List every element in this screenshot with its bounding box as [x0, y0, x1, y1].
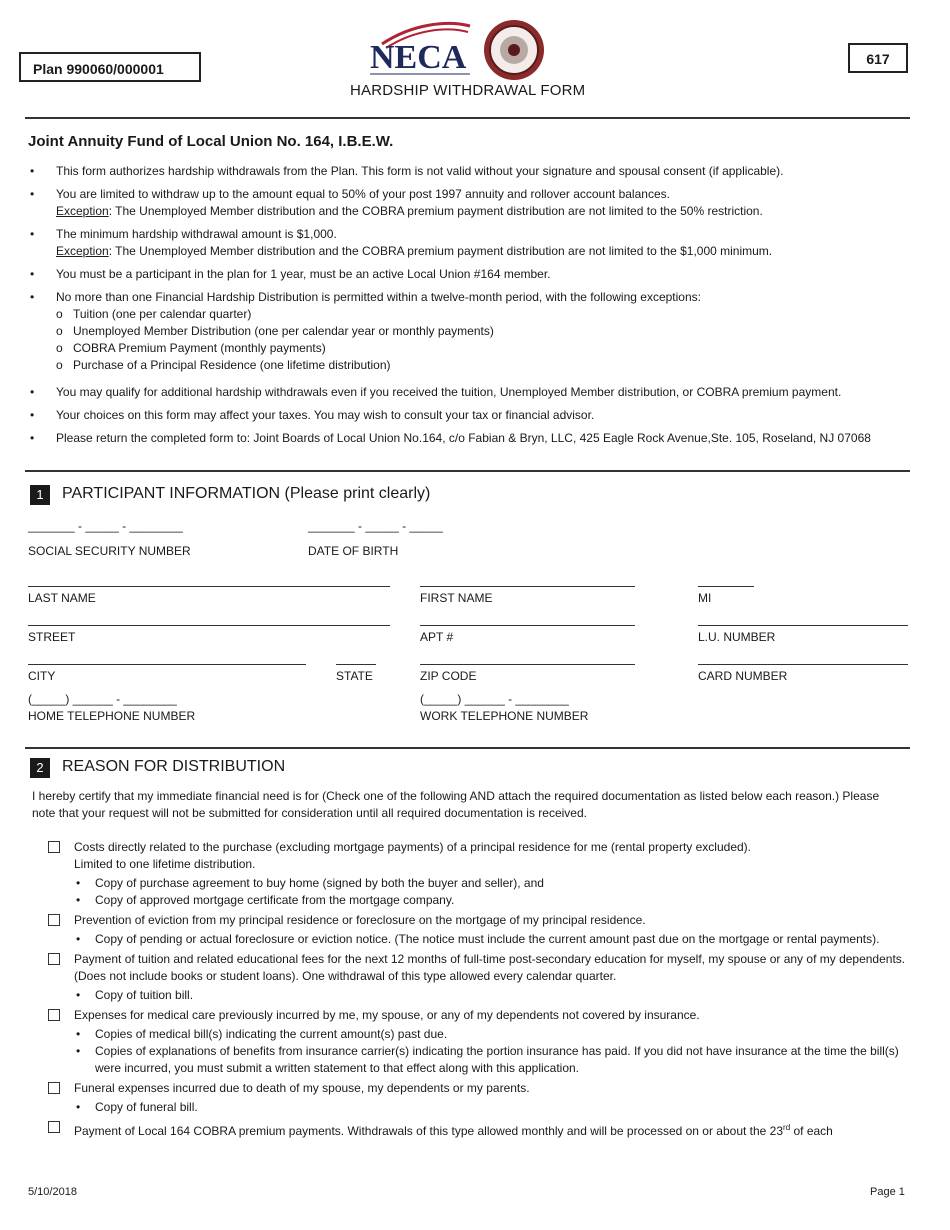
city-field[interactable] [28, 664, 306, 665]
required-document: • Copies of explanations of benefits from insurance carrier(s) indicating the portion insurance has paid. If you did not have insurance at the time the bill(s) were incurred, you must submit a written statement to that effect along with this application. [74, 1043, 920, 1077]
ssn-input[interactable]: _______ - _____ - ________ [28, 519, 183, 533]
form-title: HARDSHIP WITHDRAWAL FORM [350, 82, 586, 99]
logo-graphic [362, 16, 552, 82]
state-field[interactable] [336, 664, 376, 665]
reason-residence-checkbox[interactable] [48, 841, 60, 853]
reason-medical: Expenses for medical care previously incurred by me, my spouse, or any of my dependents not covered by insurance. • Copies of medical bill(s) indicating the current amount(s) past due. • Copies of explanations of benefits from insurance carrier(s) indicating the portion insurance has paid. If you did not have insurance at the time the bill(s) were incurred, you must submit a written statement to that effect along with this application. [48, 1007, 920, 1077]
card-number-field[interactable] [698, 664, 908, 665]
exception-label: Exception [56, 204, 109, 218]
reason-funeral: Funeral expenses incurred due to death of my spouse, my dependents or my parents. • Copy of funeral bill. [48, 1080, 920, 1116]
reason-eviction: Prevention of eviction from my principal residence or foreclosure on the mortgage of my principal residence. • Copy of pending or actual foreclosure or eviction notice. (The notice must include the current amount past due on the mortgage or rental payments). [48, 912, 920, 948]
mi-label: MI [698, 591, 712, 605]
reason-cobra-checkbox[interactable] [48, 1121, 60, 1133]
reason-tuition: Payment of tuition and related educational fees for the next 12 months of full-time post-secondary education for myself, my spouse or any of my dependents. (Does not include books or student loans). One withdrawal of this type allowed every calendar quarter. • Copy of tuition bill. [48, 951, 920, 1004]
reason-medical-checkbox[interactable] [48, 1009, 60, 1021]
last-name-label: LAST NAME [28, 591, 96, 605]
state-label: STATE [336, 669, 373, 683]
home-phone-input[interactable]: (_____) ______ - ________ [28, 692, 177, 706]
instruction-item: • Please return the completed form to: Joint Boards of Local Union No.164, c/o Fabian & Bryn, LLC, 425 Eagle Rock Avenue,Ste. 105, Roseland, NJ 07068 [28, 430, 928, 447]
section1-divider [25, 470, 910, 472]
section2-number: 2 [30, 758, 50, 778]
reason-eviction-checkbox[interactable] [48, 914, 60, 926]
reason-list [48, 839, 920, 1140]
section2-divider [25, 747, 910, 749]
first-name-label: FIRST NAME [420, 591, 493, 605]
instructions [28, 163, 928, 453]
last-name-field[interactable] [28, 586, 390, 587]
section2-title: REASON FOR DISTRIBUTION [62, 758, 286, 775]
reason-residence: Costs directly related to the purchase (excluding mortgage payments) of a principal residence for me (rental property excluded). Limited to one lifetime distribution. • Copy of purchase agreement to buy home (signed by both the buyer and seller), and • Copy of approved mortgage certificate from the mortgage company. [48, 839, 920, 909]
card-number-label: CARD NUMBER [698, 669, 788, 683]
instruction-item: • The minimum hardship withdrawal amount is $1,000. Exception: The Unemployed Member distribution and the COBRA premium payment distribution are not limited to the $1,000 minimum. [28, 226, 928, 260]
reason-intro: I hereby certify that my immediate financial need is for (Check one of the following AND attach the required documentation as listed below each reason.) Please note that your request will not be submitted for consideration until all required documentation is received. [32, 789, 880, 820]
apt-label: APT # [420, 630, 454, 644]
form-number-box [848, 43, 908, 73]
instruction-item: • Your choices on this form may affect your taxes. You may wish to consult your tax or financial advisor. [28, 407, 928, 424]
required-document: • Copy of purchase agreement to buy home (signed by both the buyer and seller), and [74, 875, 920, 892]
page-number: Page 1 [870, 1186, 905, 1198]
logo-wordmark: NECA [370, 39, 467, 76]
reason-note: Limited to one lifetime distribution. [74, 857, 256, 871]
reason-tuition-checkbox[interactable] [48, 953, 60, 965]
instruction-item: • No more than one Financial Hardship Distribution is permitted within a twelve-month period, with the following exceptions: o Tuition (one per calendar quarter) o Unemployed Member Distribution (one per calendar year or monthly payments) o COBRA Premium Payment (monthly payments) o Purchase of a Principal Residence (one lifetime distribution) [28, 289, 928, 374]
exception-item: o Tuition (one per calendar quarter) [56, 306, 928, 323]
section1-number: 1 [30, 485, 50, 505]
required-document: • Copy of tuition bill. [74, 987, 920, 1004]
ssn-label: SOCIAL SECURITY NUMBER [28, 544, 191, 558]
plan-number-box [19, 52, 201, 82]
form-number: 617 [866, 51, 890, 67]
plan-number: Plan 990060/000001 [33, 61, 164, 77]
instruction-item: • You must be a participant in the plan for 1 year, must be an active Local Union #164 member. [28, 266, 928, 283]
first-name-field[interactable] [420, 586, 635, 587]
exception-item: o Unemployed Member Distribution (one per calendar year or monthly payments) [56, 323, 928, 340]
dob-label: DATE OF BIRTH [308, 544, 399, 558]
instruction-item: • You are limited to withdraw up to the amount equal to 50% of your post 1997 annuity and rollover account balances. Exception: The Unemployed Member distribution and the COBRA premium payment distribution are not limited to the 50% restriction. [28, 186, 928, 220]
exception-item: o Purchase of a Principal Residence (one lifetime distribution) [56, 357, 928, 374]
zip-field[interactable] [420, 664, 635, 665]
instruction-item: • You may qualify for additional hardship withdrawals even if you received the tuition, Unemployed Member distribution, or COBRA premium payment. [28, 384, 928, 401]
street-field[interactable] [28, 625, 390, 626]
instruction-item: • This form authorizes hardship withdrawals from the Plan. This form is not valid without your signature and spousal consent (if applicable). [28, 163, 928, 180]
fund-title: Joint Annuity Fund of Local Union No. 164, I.B.E.W. [28, 133, 394, 150]
zip-label: ZIP CODE [420, 669, 477, 683]
neca-logo [362, 16, 552, 82]
required-document: • Copy of funeral bill. [74, 1099, 920, 1116]
revision-date: 5/10/2018 [28, 1186, 77, 1198]
mi-field[interactable] [698, 586, 754, 587]
city-label: CITY [28, 669, 56, 683]
section1-title: PARTICIPANT INFORMATION (Please print clearly) [62, 485, 431, 502]
header-divider [25, 117, 910, 119]
work-phone-input[interactable]: (_____) ______ - ________ [420, 692, 569, 706]
reason-cobra: Payment of Local 164 COBRA premium payments. Withdrawals of this type allowed monthly and will be processed on or about the 23rd of each [48, 1119, 920, 1140]
apt-field[interactable] [420, 625, 635, 626]
required-document: • Copy of approved mortgage certificate from the mortgage company. [74, 892, 920, 909]
dob-input[interactable]: _______ - _____ - _____ [308, 519, 443, 533]
exception-item: o COBRA Premium Payment (monthly payments) [56, 340, 928, 357]
exceptions-list [56, 306, 928, 374]
required-document: • Copies of medical bill(s) indicating the current amount(s) past due. [74, 1026, 920, 1043]
work-phone-label: WORK TELEPHONE NUMBER [420, 709, 589, 723]
lu-number-label: L.U. NUMBER [698, 630, 776, 644]
reason-funeral-checkbox[interactable] [48, 1082, 60, 1094]
lu-number-field[interactable] [698, 625, 908, 626]
exception-label: Exception [56, 244, 109, 258]
home-phone-label: HOME TELEPHONE NUMBER [28, 709, 196, 723]
required-document: • Copy of pending or actual foreclosure or eviction notice. (The notice must include the current amount past due on the mortgage or rental payments). [74, 931, 920, 948]
street-label: STREET [28, 630, 76, 644]
